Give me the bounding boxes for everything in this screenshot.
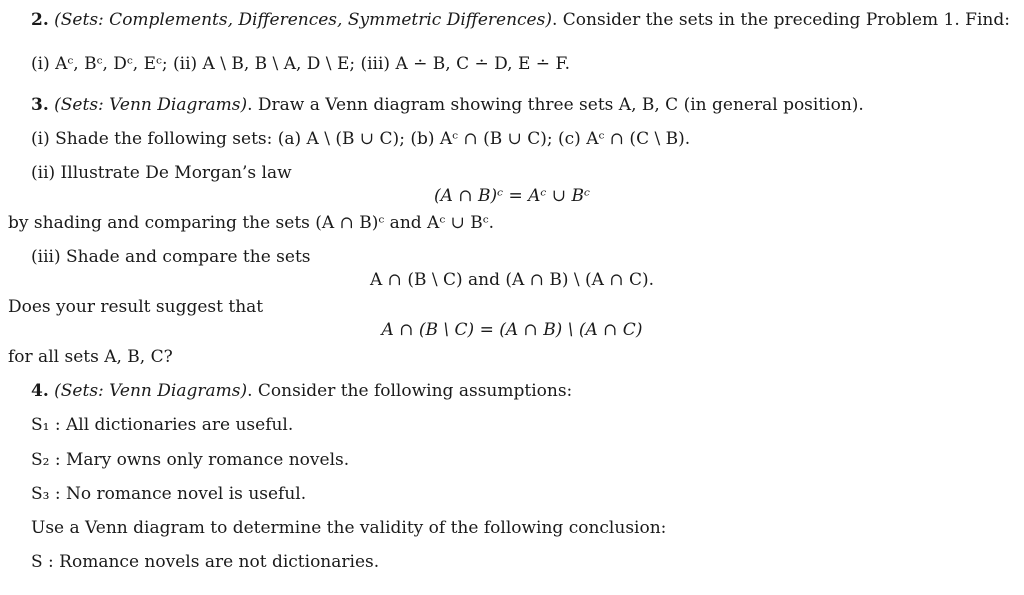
- problem-3-part-iii: (iii) Shade and compare the sets: [31, 247, 311, 267]
- suggest-question: Does your result suggest that: [8, 297, 264, 317]
- assumption-s2: S₂ : Mary owns only romance novels.: [31, 450, 350, 470]
- problem-4-line: [31, 380, 572, 402]
- problem-4-number-label: 4.: [31, 381, 49, 401]
- problem-4-task: Use a Venn diagram to determine the validity of the following conclusion:: [31, 518, 667, 538]
- problem-4-topic: (Sets: Venn Diagrams): [54, 381, 248, 401]
- set-identity-equation: A ∩ (B \ C) = (A ∩ B) \ (A ∩ C): [381, 320, 643, 340]
- problem-3-intro: . Draw a Venn diagram showing three sets A, B, C (in general position).: [247, 95, 864, 115]
- problem-3-part-ii-continued: by shading and comparing the sets (A ∩ B)ᶜ and Aᶜ ∪ Bᶜ.: [8, 213, 495, 233]
- assumption-s3: S₃ : No romance novel is useful.: [31, 484, 307, 504]
- compare-sets-expression: A ∩ (B \ C) and (A ∩ B) \ (A ∩ C).: [369, 270, 655, 290]
- problem-3-line: [31, 94, 864, 116]
- problem-3-number-label: 3.: [31, 95, 49, 115]
- problem-4-intro: . Consider the following assumptions:: [247, 381, 573, 401]
- assumption-s1: S₁ : All dictionaries are useful.: [31, 415, 294, 435]
- problem-2-intro: . Consider the sets in the preceding Problem 1. Find:: [551, 10, 1010, 30]
- problem-2-number-label: 2.: [31, 10, 49, 30]
- demorgan-law-equation: (A ∩ B)ᶜ = Aᶜ ∪ Bᶜ: [434, 186, 590, 206]
- problem-3-part-i: (i) Shade the following sets: (a) A \ (B ∪ C); (b) Aᶜ ∩ (B ∪ C); (c) Aᶜ ∩ (C \ B).: [31, 129, 691, 149]
- for-all-sets-question: for all sets A, B, C?: [8, 347, 173, 367]
- problem-3-topic: (Sets: Venn Diagrams): [54, 95, 248, 115]
- problem-2-parts: (i) Aᶜ, Bᶜ, Dᶜ, Eᶜ; (ii) A \ B, B \ A, D \ E; (iii) A ∸ B, C ∸ D, E ∸ F.: [31, 54, 570, 74]
- conclusion-s: S : Romance novels are not dictionaries.: [31, 552, 380, 572]
- problem-2-line: [31, 9, 1010, 31]
- problem-2-topic: (Sets: Complements, Differences, Symmetric Differences): [54, 10, 552, 30]
- problem-3-part-ii: (ii) Illustrate De Morgan’s law: [31, 163, 292, 183]
